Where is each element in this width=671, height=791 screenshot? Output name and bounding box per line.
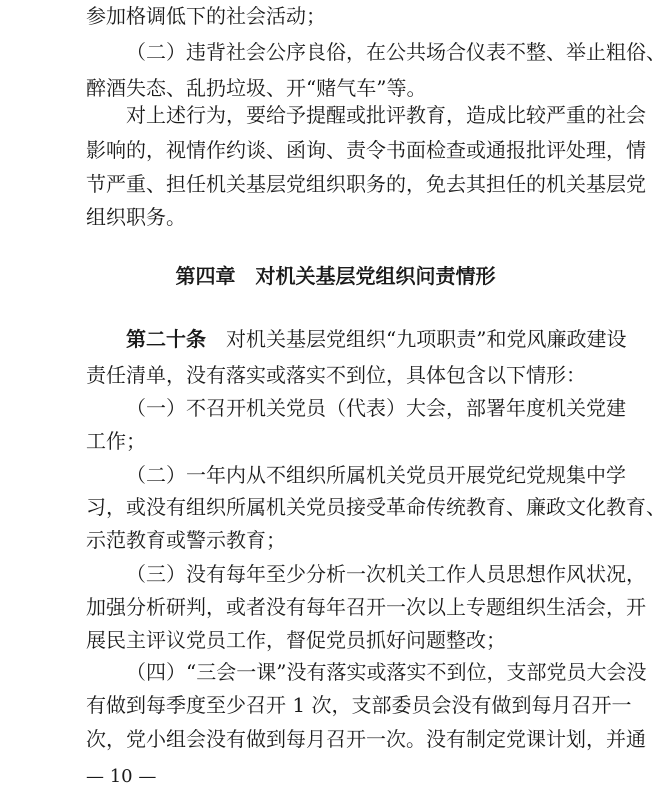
paragraph-line: （四）“三会一课”没有落实或落实不到位，支部党员大会没 [126, 660, 647, 684]
paragraph-line: 习，或没有组织所属机关党员接受革命传统教育、廉政文化教育、 [86, 495, 666, 519]
paragraph-line: 节严重、担任机关基层党组织职务的，免去其担任的机关基层党 [86, 172, 646, 196]
paragraph-line: 对上述行为，要给予提醒或批评教育，造成比较严重的社会 [126, 103, 646, 127]
paragraph-line: 加强分析研判，或者没有每年召开一次以上专题组织生活会，开 [86, 595, 646, 619]
paragraph-line: （一）不召开机关党员（代表）大会，部署年度机关党建 [126, 396, 626, 420]
article-first-line-text: 对机关基层党组织“九项职责”和党风廉政建设 [206, 327, 627, 351]
paragraph-line: 工作； [86, 429, 146, 453]
paragraph-line: 有做到每季度至少召开 1 次，支部委员会没有做到每月召开一 [86, 693, 632, 717]
page-number: — 10 — [86, 766, 157, 787]
chapter-heading: 第四章 对机关基层党组织问责情形 [175, 264, 496, 288]
paragraph-line: 参加格调低下的社会活动； [86, 4, 326, 28]
paragraph-line: （二）违背社会公序良俗，在公共场合仪表不整、举止粗俗、 [126, 40, 666, 64]
paragraph-line: 组织职务。 [86, 205, 186, 229]
paragraph-line: 影响的，视情作约谈、函询、责令书面检查或通报批评处理，情 [86, 138, 646, 162]
paragraph-line: （三）没有每年至少分析一次机关工作人员思想作风状况， [126, 562, 646, 586]
article-label: 第二十条 [126, 327, 206, 351]
paragraph-line: 责任清单，没有落实或落实不到位，具体包含以下情形： [86, 363, 586, 387]
paragraph-line: （二）一年内从不组织所属机关党员开展党纪党规集中学 [126, 463, 626, 487]
article-first-line [126, 327, 627, 351]
paragraph-line: 展民主评议党员工作，督促党员抓好问题整改； [86, 628, 506, 652]
paragraph-line: 醉酒失态、乱扔垃圾、开“赌气车”等。 [86, 76, 427, 100]
paragraph-line: 次，党小组会没有做到每月召开一次。没有制定党课计划，并通 [86, 727, 646, 751]
paragraph-line: 示范教育或警示教育； [86, 528, 286, 552]
